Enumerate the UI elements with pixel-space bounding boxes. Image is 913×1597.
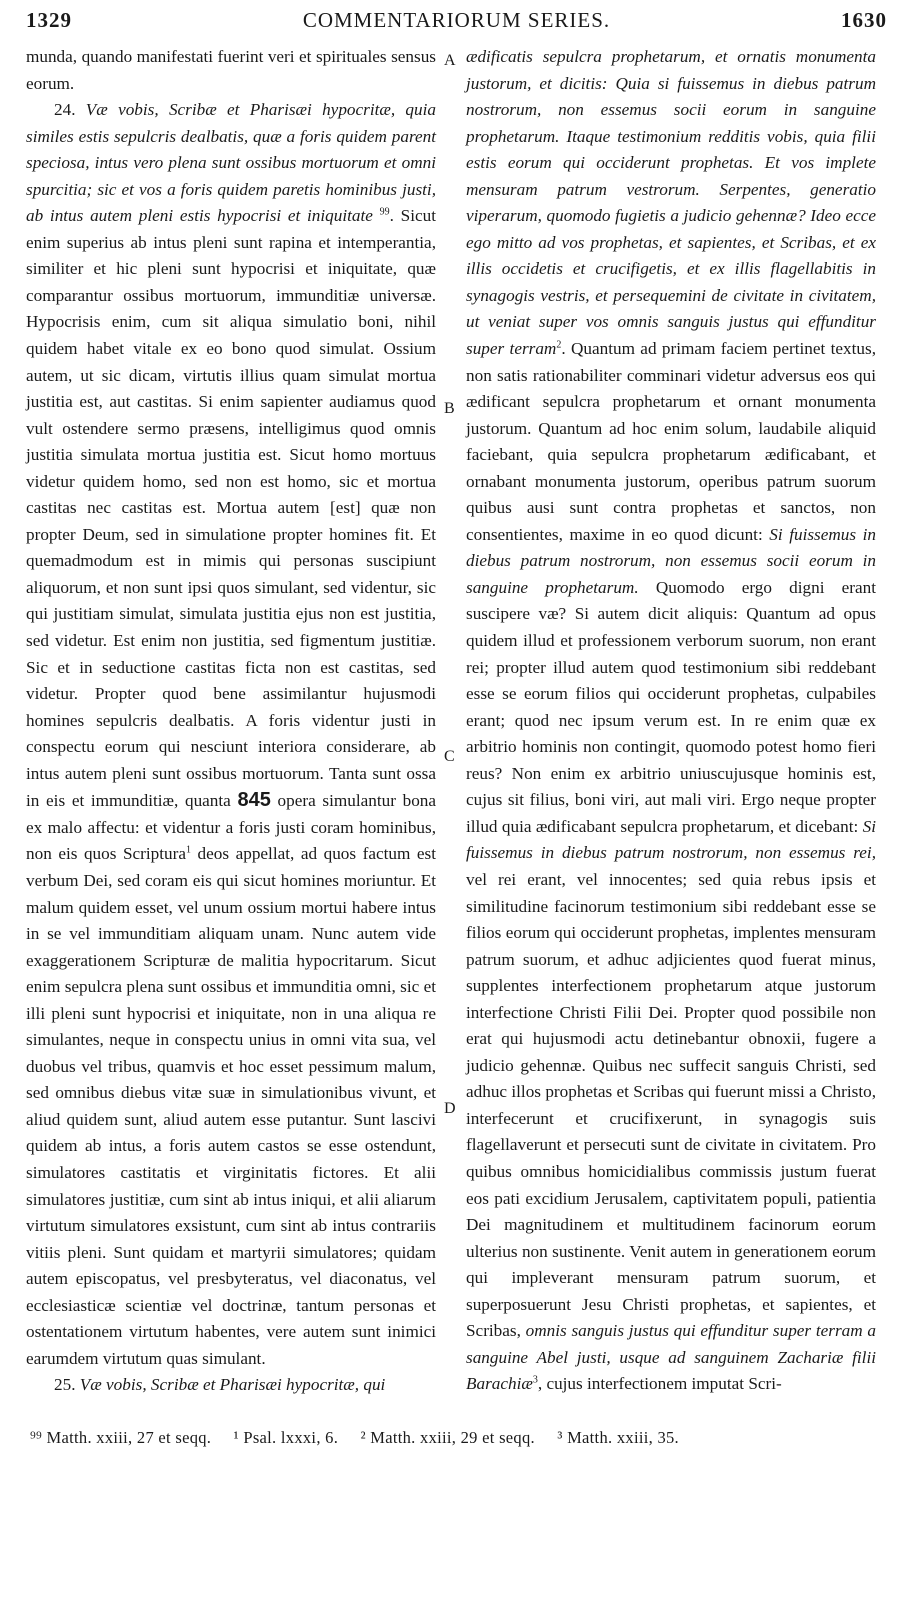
footnote-2: ² Matth. xxiii, 29 et seqq. [360,1428,535,1447]
footnotes [30,1428,883,1448]
footnote-99: ⁹⁹ Matth. xxiii, 27 et seqq. [30,1428,212,1447]
left-column [26,44,436,1399]
scripture-quote: Væ vobis, Scribæ et Pharisæi hypocritæ, qui [79,1375,386,1395]
footnote-ref: 2 [556,339,562,351]
running-title: COMMENTARIORUM SERIES. [302,8,611,32]
left-paragraph-3 [26,1372,436,1399]
right-column [466,44,876,1398]
footnote-3: ³ Matth. xxiii, 35. [557,1428,679,1447]
footnote-ref: 3 [532,1374,538,1386]
margin-letter-d: D [444,1100,456,1117]
footnote-1: ¹ Psal. lxxxi, 6. [233,1428,339,1447]
migne-column-number: 845 [237,789,271,812]
left-paragraph-2: 24. Væ vobis, Scribæ et Pharisæi hypocritæ, quia similes estis sepulcris dealbatis, quæ a foris quidem parent speciosa, intus vero plena sunt ossibus mortuorum et omni spurcitia; sic et vos a foris quidem paretis hominibus justi, ab intus autem pleni estis hypocrisi et iniquitate $^{99}$. Sicut enim superius ab intus pleni sunt rapina et intemperantia, similiter et hic pleni sunt hypocrisi et iniquitate, quæ comparantur ossibus mortuorum, immunditiæ universæ. Hypocrisis enim, cum sit aliqua simulatio boni, nihil quidem habet vitale ex eo bono quod simulat. Ossium autem, ut sic dicam, virtutis illius quam simulat mortua justitia est, aut castitas. Si enim sapienter audiamus quod vult ostendere sermo præsens, intelligimus quod omnis justitia simulata mortua justitia est. Sicut homo mortuus videtur quidem homo, sed non est homo, sic et mortua castitas nec castitas est. Mortua autem [est] quæ non propter Deum, sed in simulatione propter homines fit. Et quemadmodum est in mimis qui personas suscipiunt aliquorum, et non sunt ipsi quos simulant, sed videntur, sic qui justitiam simulat, simulata justitia ejus non est justitia, sed videtur. Est enim non justitia, sed figmentum justitiæ. Sic et in seductione castitas ficta non est castitas, sed videtur. Propter quod bene assimilantur hujusmodi homines sepulcris dealbatis. A foris videntur justi in conspectu eorum qui nesciunt interiora considerare, ab intus autem pleni sunt ossibus mortuorum. Tanta sunt ossa in eis et immunditiæ, quanta 845 opera simulantur bona ex malo affectu: et videntur a foris justi coram hominibus, non eis quos Scriptura$^1$ deos appellat, ad quos factum est verbum Dei, sed coram eis qui sicut homines moriuntur. Et malum quidem esset, vel unum ossium mortui habere intus in se vel immunditiam aliquam unam. Nunc autem vide exaggerationem Scripturæ de malitia hypocritarum. Sicut enim sepulcra plena sunt ossibus et immunditia omni, sic et illi pleni sunt hypocrisi et iniquitate, non in una aliqua re simulantes, neque in conspectu unius in omni vita sua, vel duobus vel tribus, quamvis et hoc esset pessimum malum, sed omnibus diebus vitæ suæ in simulationibus vivunt, et aliud quidem sunt, aliud autem esse putantur. Sunt lascivi quidem ab intus, a foris autem castos se esse ostendunt, simulatores castitatis et virginitatis fictores. Et alii simulatores justitiæ, cum sint ab intus iniqui, et alii aliarum virtutum simulatores exsistunt, cum sint ab intus contrariis vitiis pleni. Sunt quidam et martyrii simulatores; quidam autem episcopatus, vel presbyteratus, vel diaconatus, vel ecclesiasticæ scientiæ vel doctrinæ, tantum personas et ostentationem virtutum habentes, vere autem sunt inimici earumdem virtutum quas simulant. [26,100,437,1368]
running-header [26,8,887,42]
scripture-quote: Si fuissemus in diebus patrum nostrorum, non essemus socii eorum in sanguine prophetarum. [466,524,876,597]
right-paragraph-1: ædificatis sepulcra prophetarum, et ornatis monumenta justorum, et dicitis: Quia si fuissemus in diebus patrum nostrorum, non essemus socii eorum in sanguine prophetarum. Itaque testimonium redditis vobis, quia filii estis eorum qui occiderunt prophetas. Et vos implete mensuram patrum vestrorum. Serpentes, generatio viperarum, quomodo fugietis a judicio gehennæ? Ideo ecce ego mitto ad vos prophetas, et sapientes, et Scribas, et ex illis occidetis et crucifigetis, et ex illis flagellabitis in synagogis vestris, et persequemini de civitate in civitatem, ut veniat super vos omnis sanguis justus qui effunditur super terram$^2$. Quantum ad primam faciem pertinet textus, non satis rationabiliter comminari videtur adversus eos qui ædificant sepulcra prophetarum et ornant monumenta justorum. Quantum ad hoc enim solum, laudabile aliquid faciebant, quia sepulcra prophetarum ædificabant, et ornabant monumenta justorum, operibus patrum suorum quibus ausi sunt contra prophetas et sanctos, non consentientes, maxime in eo quod dicunt: Si fuissemus in diebus patrum nostrorum, non essemus socii eorum in sanguine prophetarum. Quomodo ergo digni erant suscipere væ? Si autem dicit aliquis: Quantum ad opus quidem illud et professionem verborum suorum, non erant rei; propter illud autem quod testimonium sibi reddebant esse se eorum filios qui occiderunt prophetas, culpabiles erant; quod nec ipsum verum est. In re enim quæ ex arbitrio hominis non contingit, quomodo potest homo fieri reus? Non enim ex arbitrio uniuscujusque hominis est, cujus sit filius, boni viri, aut mali viri. Ergo neque propter illud quia ædificabant sepulcra prophetarum, et dicebant: Si fuissemus in diebus patrum nostrorum, non essemus rei, vel rei erant, vel innocentes; sed quia rebus ipsis et similitudine facinorum testimonium sibi reddebant esse se filios eorum qui occiderunt prophetas, implentes mensuram patrum suorum, et adhuc adjicientes quod fuerat minus, supplentes interfectionem prophetarum atque justorum interfectione Christi Filii Dei. Propter quod possibile non erat qui hujusmodi actu detinebantur obnoxii, fugere a judicio gehennæ. Quibus nec suffecit sanguis Christi, sed adhuc illos prophetas et Scribas qui fuerunt missi a Christo, interfecerunt et crucifixerunt, in synagogis suis flagellaverunt et persecuti sunt de civitate in civitatem. Pro quibus omnibus homicidialibus commissis justum fuerat eos pati excidium Jerusalem, captivitatem populi, patientia Dei magnitudinem et multitudinem facinorum eorum ulterius non sustinente. Venit autem in generationem eorum qui impleverant mensuram patrum suorum, et superposuerunt Jesu Christi prophetas, et sapientes, et Scribas, omnis sanguis justus qui effunditur super terram a sanguine Abel justi, usque ad sanguinem Zachariæ filii Barachiæ$^3$, cujus interfectionem imputat Scri- [466,47,877,1394]
scripture-quote: Væ vobis, Scribæ et Pharisæi hypocritæ, quia similes estis sepulcris dealbatis, quæ a foris quidem parent speciosa, intus vero plena sunt ossibus mortuorum et omni spurcitia; sic et vos a foris quidem paretis hominibus justi, ab intus autem pleni estis hypocrisi et iniquitate [26,100,436,226]
margin-letter-a: A [444,52,456,69]
verse-number-25: 25. [54,1375,76,1395]
verse-number-24: 24. [54,100,76,120]
margin-letter-b: B [444,400,455,417]
footnote-ref: 99 [379,206,390,218]
left-paragraph-1: munda, quando manifestati fuerint veri et spirituales sensus eorum. [26,47,436,93]
page-number-left: 1329 [26,8,72,32]
scripture-quote: ædificatis sepulcra prophetarum, et ornatis monumenta justorum, et dicitis: Quia si fuissemus in diebus patrum nostrorum, non essemus socii eorum in sanguine prophetarum. Itaque testimonium redditis vobis, quia filii estis eorum qui occiderunt prophetas. Et vos implete mensuram patrum vestrorum. Serpentes, generatio viperarum, quomodo fugietis a judicio gehennæ? Ideo ecce ego mitto ad vos prophetas, et sapientes, et Scribas, et ex illis occidetis et crucifigetis, et ex illis flagellabitis in synagogis vestris, et persequemini de civitate in civitatem, ut veniat super vos omnis sanguis justus qui effunditur super terram [466,47,876,359]
scripture-quote: omnis sanguis justus qui effunditur super terram a sanguine Abel justi, usque ad sanguinem Zachariæ filii Barachiæ [466,1321,877,1394]
scripture-quote: Si fuissemus in diebus patrum nostrorum, non essemus rei, [466,816,877,863]
margin-letter-c: C [444,748,455,765]
page-number-right: 1630 [841,8,887,32]
footnote-ref: 1 [186,844,191,856]
